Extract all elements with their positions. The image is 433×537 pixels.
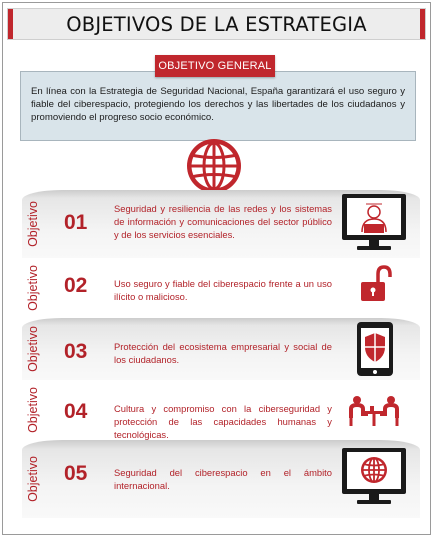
title-banner [7,8,426,40]
objective-number: 04 [64,400,88,423]
objective-row-3 [22,318,420,380]
tablet-shield-icon [355,320,395,383]
globe-icon [182,138,246,194]
objective-number: 05 [64,462,88,485]
objective-row-1 [22,190,420,258]
open-padlock-icon [358,264,392,309]
objective-row-5 [22,440,420,518]
objective-number: 02 [64,274,88,297]
objective-text: Protección del ecosistema empresarial y social de los ciudadanos. [114,341,332,365]
objective-label: Objetivo [26,201,41,247]
objective-text: Uso seguro y fiable del ciberespacio frente a un uso ilícito o malicioso. [114,278,332,302]
general-objective-label: OBJETIVO GENERAL [155,55,275,77]
general-objective-text: En línea con la Estrategia de Seguridad Nacional, España garantizará el uso seguro y fiable del ciberespacio, protegiendo los derechos y las libertades de los ciudadanos y promoviendo el progreso socio económico. [31,86,405,123]
objective-row-4 [22,380,420,440]
monitor-globe-icon [340,446,408,513]
objective-label: Objetivo [26,265,41,311]
objective-number: 01 [64,211,88,234]
objective-text: Seguridad y resiliencia de las redes y los sistemas de información y comunicaciones del sector público y de los servicios esenciales. [114,203,332,240]
general-objective-box [20,71,416,141]
objective-text: Cultura y compromiso con la ciberseguridad y protección de las capacidades humanas y tecnológicas. [114,403,332,440]
objective-label: Objetivo [26,387,41,433]
objective-number: 03 [64,340,88,363]
objective-label: Objetivo [26,326,41,372]
objective-row-2 [22,258,420,318]
page-title: OBJETIVOS DE LA ESTRATEGIA [66,12,367,36]
people-meeting-icon [348,394,400,433]
monitor-hacker-icon [340,192,408,259]
objective-text: Seguridad del ciberespacio en el ámbito internacional. [114,467,332,491]
objective-label: Objetivo [26,456,41,502]
